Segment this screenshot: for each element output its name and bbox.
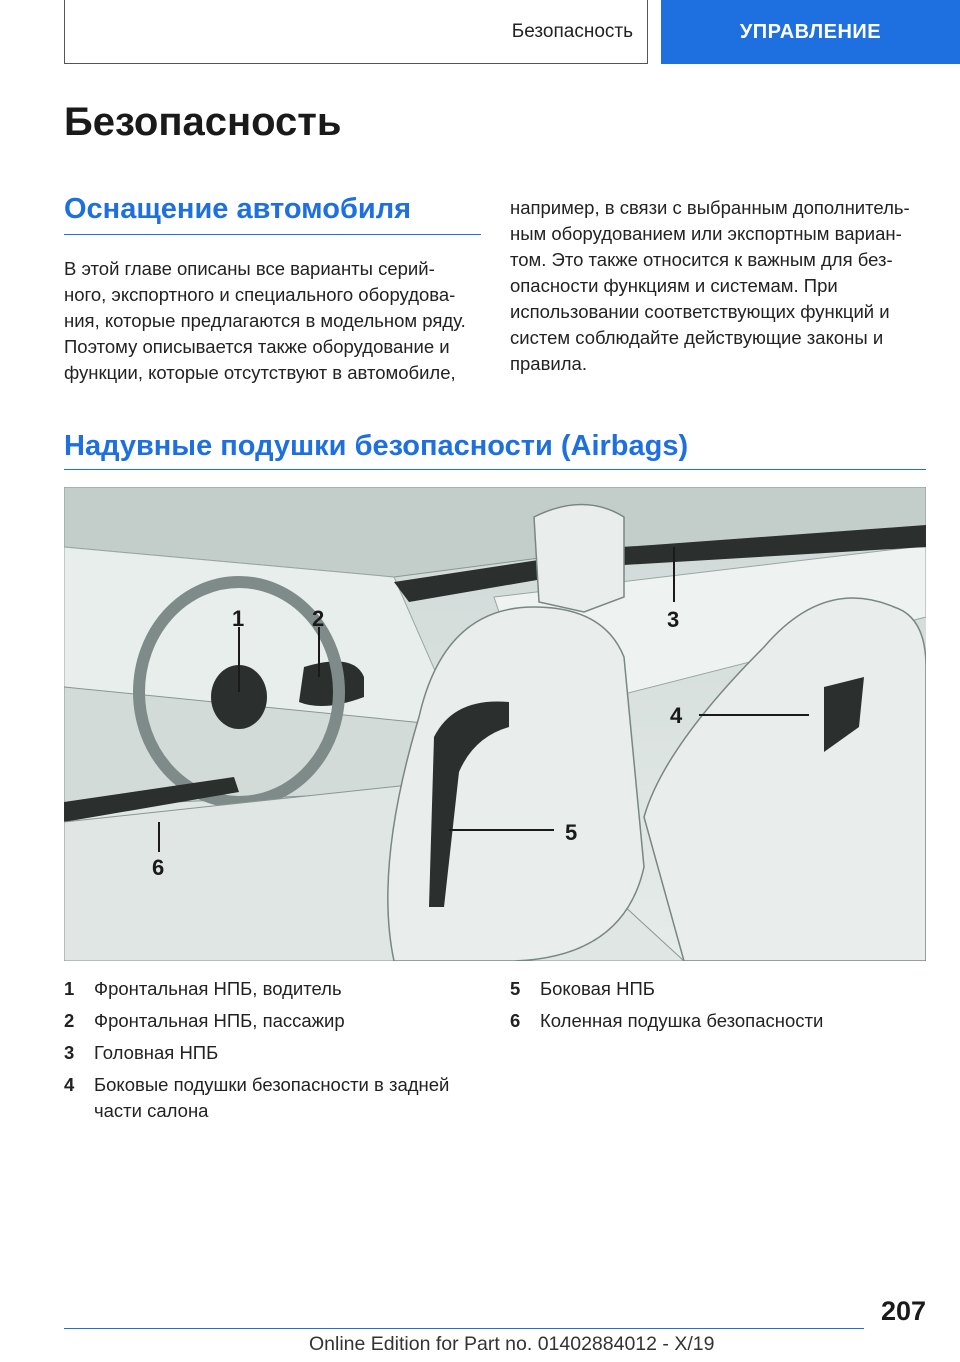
text-line: Поэтому описывается также оборудование и	[64, 336, 450, 357]
legend-item	[64, 1072, 484, 1124]
text-line: ным оборудованием или экспортным вариан-	[510, 223, 902, 244]
airbag-interior-illustration	[64, 487, 926, 961]
page-number: 207	[880, 1296, 926, 1326]
legend-number: 5	[510, 978, 521, 999]
section-heading-airbags: Надувные подушки безопасности (Airbags)	[64, 430, 689, 462]
footer-edition-text: Online Edition for Part no. 01402884012 - X/19	[309, 1333, 715, 1355]
legend-number: 6	[510, 1010, 521, 1031]
legend-number: 2	[64, 1010, 75, 1031]
legend-label: Головная НПБ	[94, 1042, 219, 1063]
header-chapter-tab	[661, 0, 960, 64]
text-line: ного, экспортного и специального оборудова-	[64, 284, 456, 305]
legend-item	[510, 976, 930, 1002]
text-line: опасности функциям и системам. При	[510, 275, 838, 296]
legend-label: Фронтальная НПБ, водитель	[94, 978, 342, 999]
callout-2: 2	[312, 606, 325, 631]
legend-label-line: части салона	[94, 1100, 209, 1121]
callout-4: 4	[670, 703, 683, 728]
legend-item	[510, 1008, 930, 1034]
text-line: функции, которые отсутствуют в автомобиле,	[64, 362, 456, 383]
legend-number: 1	[64, 978, 75, 999]
section-rule	[64, 469, 926, 470]
text-line: правила.	[510, 353, 587, 374]
footer-rule	[64, 1328, 864, 1329]
callout-5: 5	[565, 820, 578, 845]
legend-item	[64, 1040, 484, 1066]
callout-6: 6	[152, 855, 165, 880]
text-line: том. Это также относится к важным для без-	[510, 249, 893, 270]
page-title: Безопасность	[64, 100, 342, 144]
legend-number: 3	[64, 1042, 75, 1063]
callout-3: 3	[667, 607, 680, 632]
legend-item	[64, 976, 484, 1002]
legend-label: Фронтальная НПБ, пассажир	[94, 1010, 345, 1031]
callout-1: 1	[232, 606, 245, 631]
header-section-label: Безопасность	[511, 20, 633, 42]
legend-item	[64, 1008, 484, 1034]
text-line: ния, которые предлагаются в модельном ряду.	[64, 310, 466, 331]
legend-number: 4	[64, 1074, 75, 1095]
header-chapter-label: УПРАВЛЕНИЕ	[739, 20, 882, 43]
intro-text-left	[64, 256, 466, 386]
text-line: например, в связи с выбранным дополнитель-	[510, 197, 910, 218]
intro-text-right	[510, 195, 910, 377]
section-rule	[64, 234, 481, 235]
text-line: В этой главе описаны все варианты серий-	[64, 258, 435, 279]
legend-label: Боковая НПБ	[540, 978, 655, 999]
text-line: использовании соответствующих функций и	[510, 301, 890, 322]
section-heading-equipment: Оснащение автомобиля	[64, 193, 412, 225]
text-line: систем соблюдайте действующие законы и	[510, 327, 884, 348]
legend-label-line: Боковые подушки безопасности в задней	[94, 1074, 450, 1095]
header-section-tab	[64, 0, 648, 64]
legend-label	[94, 1072, 449, 1124]
legend-label: Коленная подушка безопасности	[540, 1010, 824, 1031]
interior-drawing	[64, 487, 926, 961]
